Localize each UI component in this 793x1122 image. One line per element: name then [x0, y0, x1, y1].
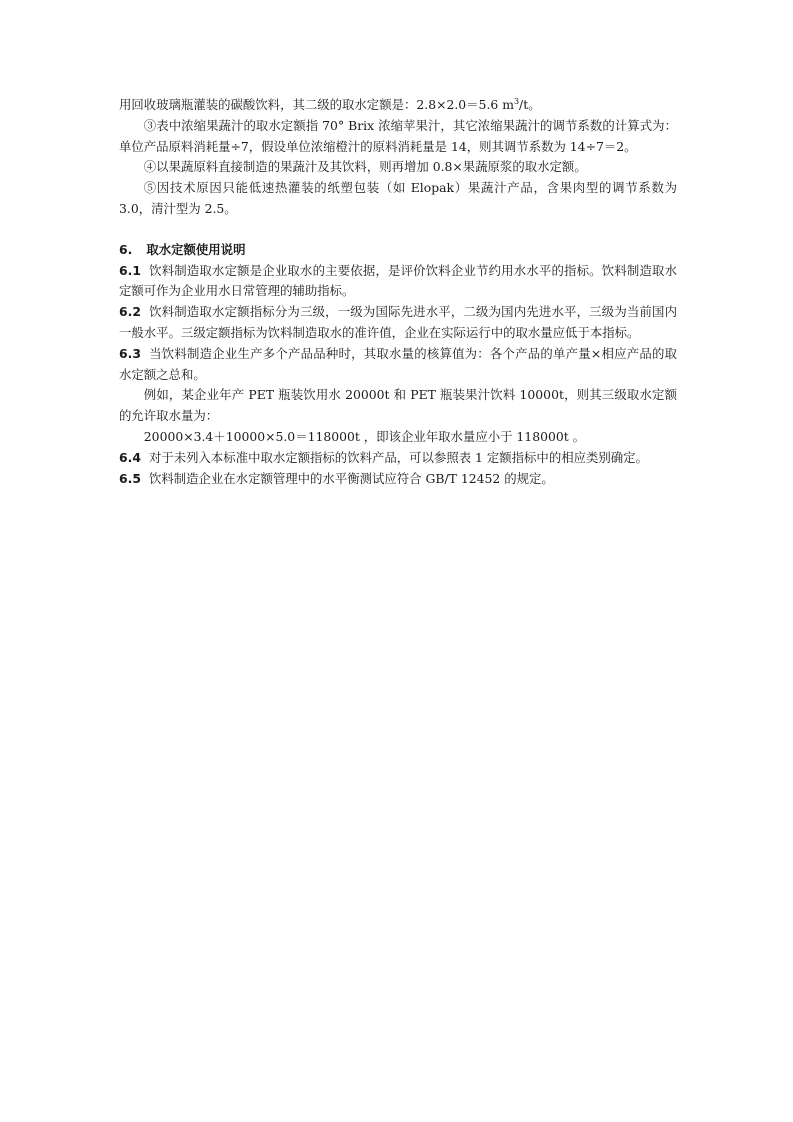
section-number: 6.: [119, 241, 133, 257]
section-spacer: [119, 220, 677, 240]
clause-number: 6.1: [119, 262, 141, 278]
superscript-exponent: 3: [513, 96, 520, 106]
clause-number: 6.3: [119, 345, 141, 361]
clause-number: 6.4: [119, 449, 141, 465]
paragraph-text-tail: /t。: [519, 97, 541, 112]
clause-6-5: [119, 469, 677, 490]
clause-text: 饮料制造取水定额指标分为三级，一级为国际先进水平，二级为国内先进水平，三级为当前国内一般水平。三级定额指标为饮料制造取水的准许值，企业在实际运行中的取水量应低于本指标。: [119, 304, 677, 340]
clause-6-3: [119, 344, 677, 386]
note-concentrated-juice: ③表中浓缩果蔬汁的取水定额指 70° Brix 浓缩苹果汁，其它浓缩果蔬汁的调节系数的计算式为：单位产品原料消耗量÷7，假设单位浓缩橙汁的原料消耗量是 14，则其调节系数为 14÷7＝2。: [119, 117, 677, 154]
example-paragraph: 例如，某企业年产 PET 瓶装饮用水 20000t 和 PET 瓶装果汁饮料 10000t，则其三级取水定额的允许取水量为：: [119, 387, 677, 424]
clause-6-4: [119, 448, 677, 469]
paragraph-carbonated-example: [119, 95, 677, 116]
document-body: [119, 95, 677, 489]
clause-text: 对于未列入本标准中取水定额指标的饮料产品，可以参照表 1 定额指标中的相应类别确定。: [148, 449, 648, 465]
clause-text: 饮料制造企业在水定额管理中的水平衡测试应符合 GB/T 12452 的规定。: [148, 470, 554, 486]
clause-6-1: [119, 261, 677, 303]
clause-text: 当饮料制造企业生产多个产品品种时，其取水量的核算值为：各个产品的单产量×相应产品的取水定额之总和。: [119, 345, 677, 382]
clause-6-2: [119, 302, 677, 344]
note-direct-juice: ④以果蔬原料直接制造的果蔬汁及其饮料，则再增加 0.8×果蔬原浆的取水定额。: [143, 159, 587, 175]
paragraph-text: 用回收玻璃瓶灌装的碳酸饮料，其二级的取水定额是：2.8×2.0＝5.6 m: [119, 97, 514, 112]
section-title: 取水定额使用说明: [146, 241, 246, 257]
clause-number: 6.2: [119, 304, 141, 320]
section-heading: [119, 240, 677, 261]
clause-text: 饮料制造取水定额是企业取水的主要依据，是评价饮料企业节约用水水平的指标。饮料制造取水定额可作为企业用水日常管理的辅助指标。: [119, 262, 677, 299]
note-paper-plastic-packaging: ⑤因技术原因只能低速热灌装的纸塑包装（如 Elopak）果蔬汁产品，含果肉型的调节系数为 3.0，清汁型为 2.5。: [119, 180, 677, 216]
example-formula: 20000×3.4＋10000×5.0＝118000t ，即该企业年取水量应小于 118000t 。: [143, 428, 586, 444]
clause-number: 6.5: [119, 470, 141, 486]
